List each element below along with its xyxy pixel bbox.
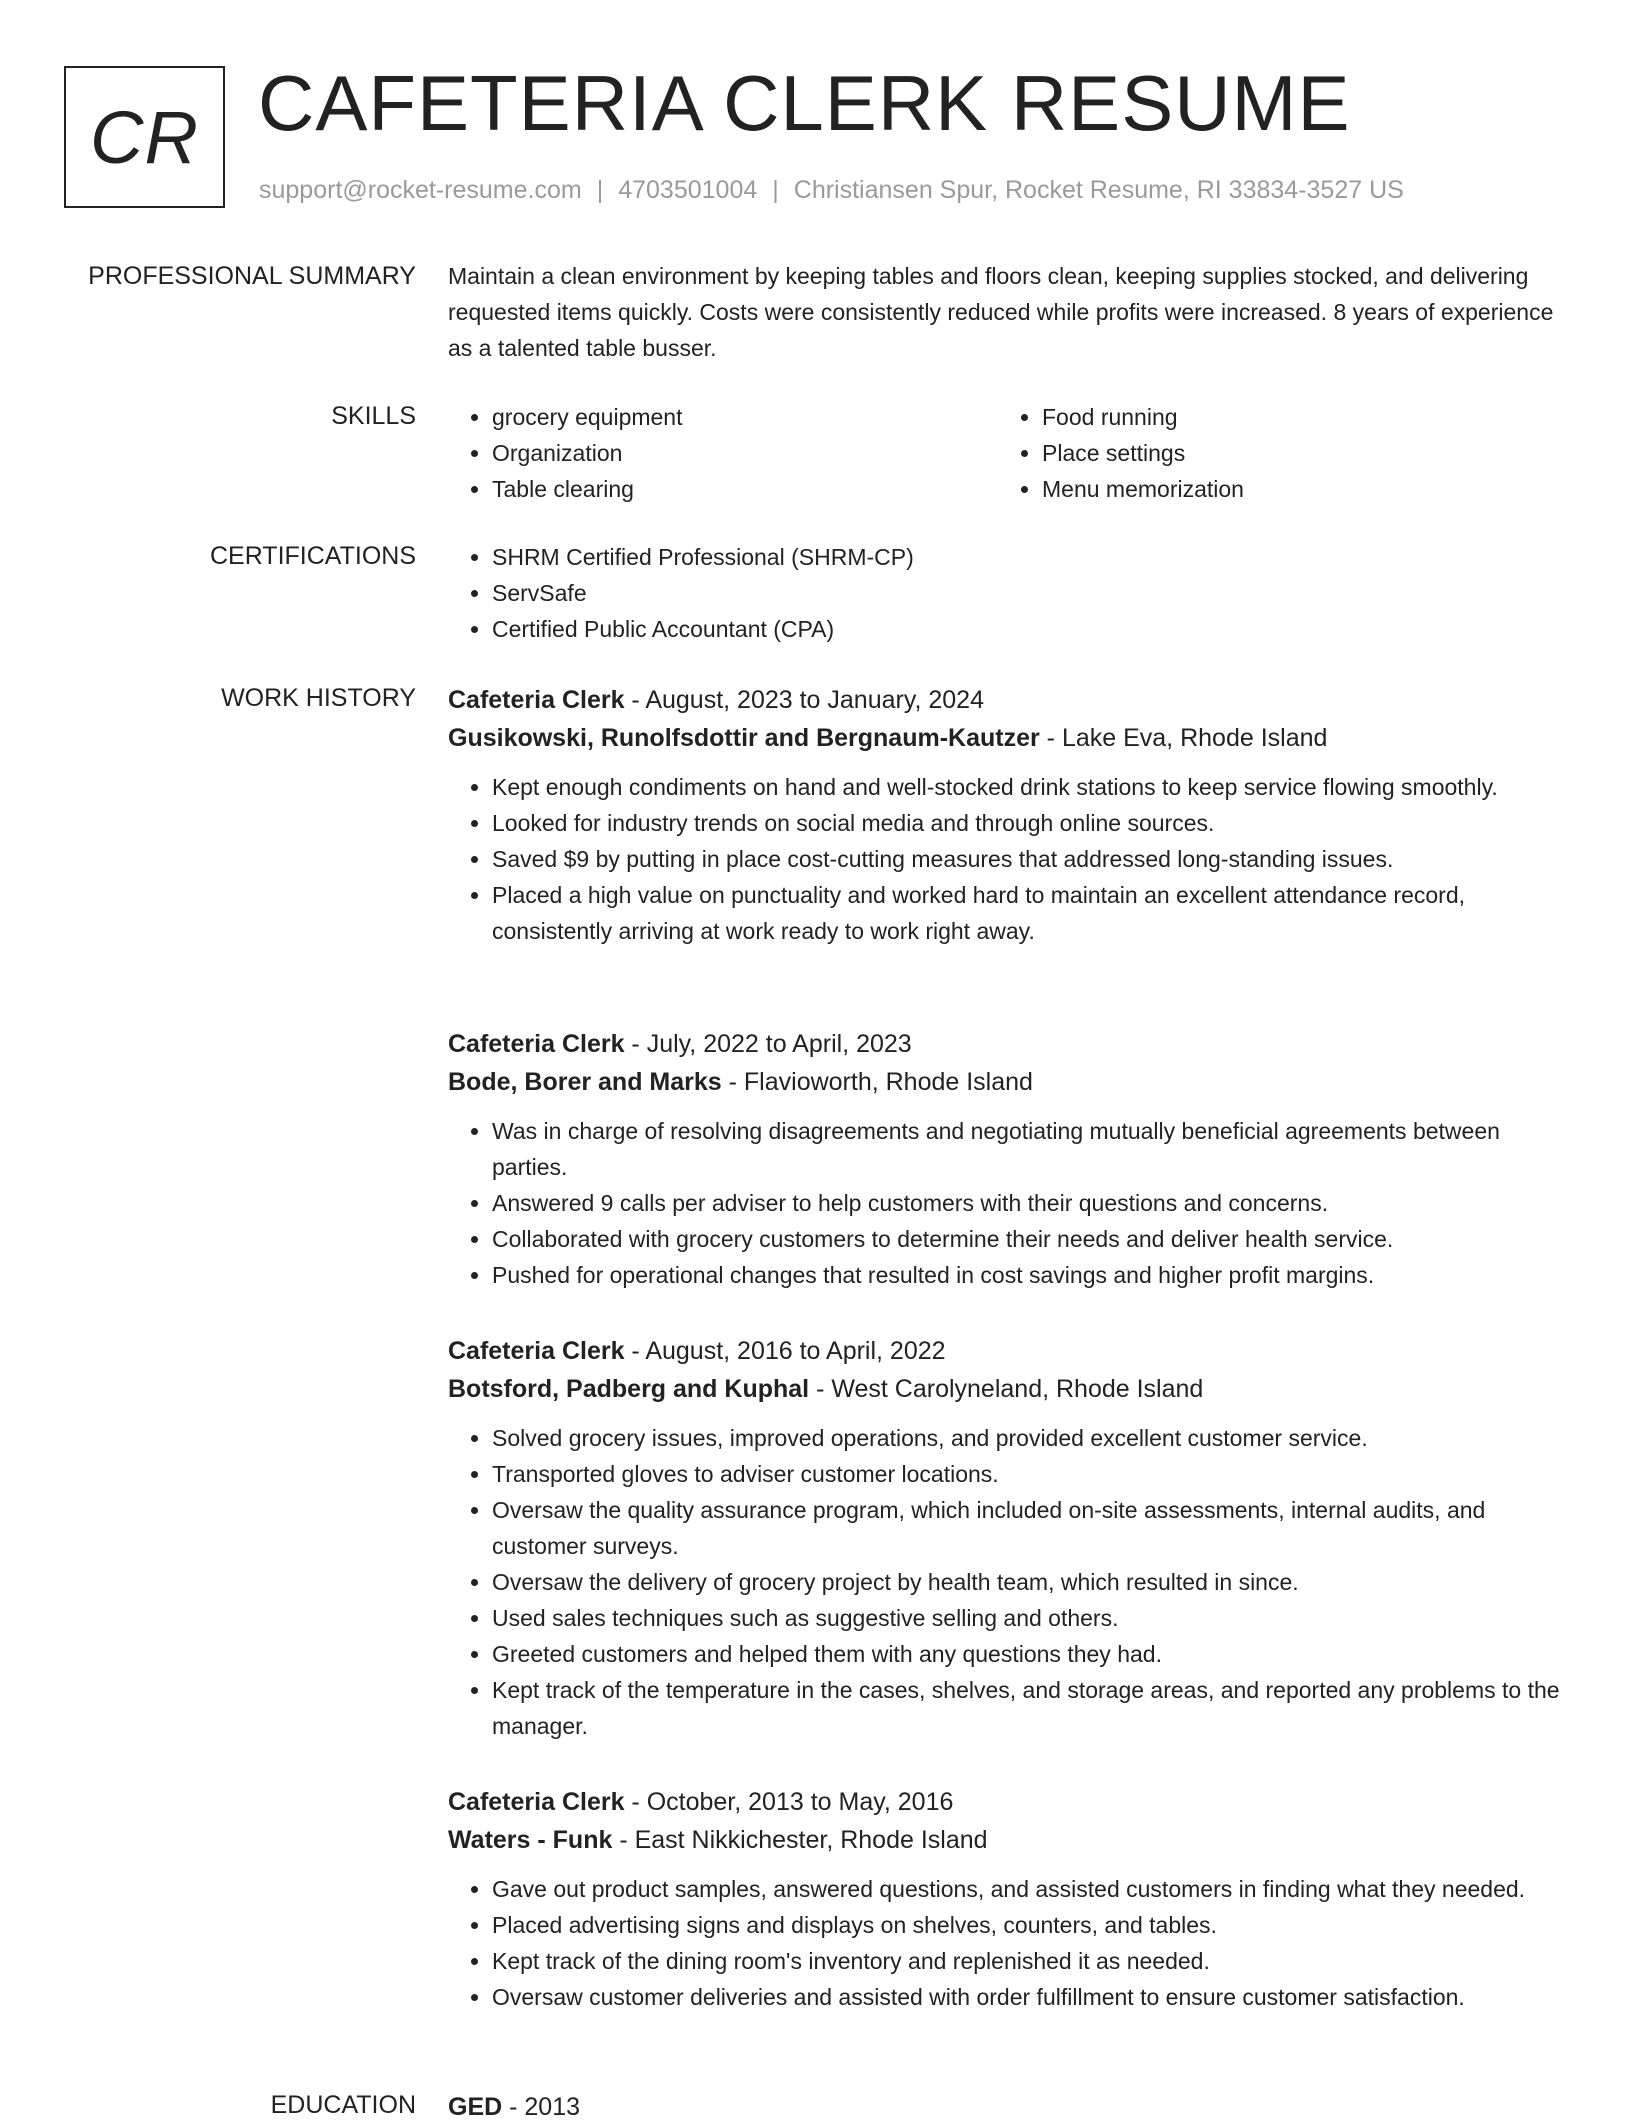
- skills-list-right: [998, 399, 1548, 507]
- skill-item: • Menu memorization: [1042, 471, 1548, 507]
- job-duty: • Placed a high value on punctuality and worked hard to maintain an excellent attendance record, consistently arriving at work ready to work right away.: [492, 877, 1572, 949]
- skill-item: • Place settings: [1042, 435, 1548, 471]
- job-duties-list: [448, 1420, 1572, 1744]
- job-duty: • Kept track of the temperature in the cases, shelves, and storage areas, and reported any problems to the manager.: [492, 1672, 1572, 1744]
- job-title: Cafeteria Clerk: [448, 1788, 625, 1816]
- job-duty: • Kept track of the dining room's inventory and replenished it as needed.: [492, 1943, 1572, 1979]
- skill-item: • Food running: [1042, 399, 1548, 435]
- job-company-line: [448, 1821, 1572, 1859]
- job-duty: • Oversaw the quality assurance program, which included on-site assessments, internal audits, and customer surveys.: [492, 1492, 1572, 1564]
- skills-list-left: [448, 399, 998, 507]
- job-company: Waters - Funk: [448, 1826, 613, 1854]
- contact-separator: |: [596, 176, 604, 204]
- job-company-line: [448, 1063, 1572, 1101]
- job-location: - Flavioworth, Rhode Island: [721, 1068, 1033, 1096]
- job-company: Bode, Borer and Marks: [448, 1068, 722, 1096]
- job-duties-list: [448, 1113, 1572, 1293]
- job-dates: - October, 2013 to May, 2016: [624, 1788, 954, 1816]
- skills-column-right: [998, 399, 1548, 507]
- job-title: Cafeteria Clerk: [448, 1337, 625, 1365]
- job-duty: • Transported gloves to adviser customer locations.: [492, 1456, 1572, 1492]
- skill-item: • Table clearing: [492, 471, 998, 507]
- education-label: EDUCATION: [270, 2091, 416, 2119]
- job-duty: • Oversaw the delivery of grocery project by health team, which resulted in since.: [492, 1564, 1572, 1600]
- job-duty: • Oversaw customer deliveries and assisted with order fulfillment to ensure customer satisfaction.: [492, 1979, 1572, 2015]
- job-duty: • Greeted customers and helped them with any questions they had.: [492, 1636, 1572, 1672]
- job-duty: • Kept enough condiments on hand and well-stocked drink stations to keep service flowing smoothly.: [492, 769, 1572, 805]
- job-title: Cafeteria Clerk: [448, 1030, 625, 1058]
- job-title-line: [448, 1332, 1572, 1370]
- contact-line: [259, 174, 1404, 206]
- job-duty: • Saved $9 by putting in place cost-cutting measures that addressed long-standing issues.: [492, 841, 1572, 877]
- job-entry: [448, 1332, 1572, 1744]
- job-location: - East Nikkichester, Rhode Island: [612, 1826, 988, 1854]
- job-duty: • Gave out product samples, answered questions, and assisted customers in finding what they needed.: [492, 1871, 1572, 1907]
- monogram-logo: CR: [64, 66, 225, 208]
- education-line: [448, 2088, 1572, 2126]
- job-dates: - August, 2023 to January, 2024: [624, 686, 984, 714]
- job-title-line: [448, 681, 1572, 719]
- education-year: - 2013: [502, 2093, 581, 2121]
- contact-address: Christiansen Spur, Rocket Resume, RI 33834-3527 US: [793, 176, 1404, 204]
- job-duty: • Answered 9 calls per adviser to help customers with their questions and concerns.: [492, 1185, 1572, 1221]
- job-dates: - August, 2016 to April, 2022: [624, 1337, 946, 1365]
- certification-item: • Certified Public Accountant (CPA): [492, 611, 1572, 647]
- job-location: - Lake Eva, Rhode Island: [1039, 724, 1328, 752]
- certifications-body: [448, 539, 1572, 647]
- summary-label: PROFESSIONAL SUMMARY: [88, 262, 416, 290]
- job-entry: [448, 1025, 1572, 1293]
- contact-email: support@rocket-resume.com: [259, 176, 582, 204]
- job-location: - West Carolyneland, Rhode Island: [809, 1375, 1204, 1403]
- job-duty: • Was in charge of resolving disagreements and negotiating mutually beneficial agreements between parties.: [492, 1113, 1572, 1185]
- skills-column-left: [448, 399, 998, 507]
- work-history-label: WORK HISTORY: [221, 684, 416, 712]
- job-company-line: [448, 719, 1572, 757]
- job-duty: • Placed advertising signs and displays on shelves, counters, and tables.: [492, 1907, 1572, 1943]
- job-company-line: [448, 1370, 1572, 1408]
- job-entry: [448, 1783, 1572, 2015]
- skill-item: • grocery equipment: [492, 399, 998, 435]
- job-duty: • Collaborated with grocery customers to determine their needs and deliver health service.: [492, 1221, 1572, 1257]
- job-duty: • Looked for industry trends on social media and through online sources.: [492, 805, 1572, 841]
- certifications-list: [448, 539, 1572, 647]
- skill-item: • Organization: [492, 435, 998, 471]
- skills-body: [448, 399, 1572, 507]
- job-duty: • Solved grocery issues, improved operations, and provided excellent customer service.: [492, 1420, 1572, 1456]
- job-duty: • Pushed for operational changes that resulted in cost savings and higher profit margins.: [492, 1257, 1572, 1293]
- certifications-label: CERTIFICATIONS: [209, 542, 416, 570]
- job-title-line: [448, 1783, 1572, 1821]
- contact-phone: 4703501004: [618, 176, 758, 204]
- job-company: Botsford, Padberg and Kuphal: [448, 1375, 810, 1403]
- job-duties-list: [448, 1871, 1572, 2015]
- skills-grid: [448, 399, 1572, 507]
- contact-separator: |: [772, 176, 779, 204]
- job-company: Gusikowski, Runolfsdottir and Bergnaum-Kautzer: [448, 724, 1040, 752]
- job-dates: - July, 2022 to April, 2023: [624, 1030, 912, 1058]
- job-duties-list: [448, 769, 1572, 949]
- job-duty: • Used sales techniques such as suggestive selling and others.: [492, 1600, 1572, 1636]
- education-degree: GED: [448, 2093, 503, 2121]
- resume-title: CAFETERIA CLERK RESUME: [258, 59, 1351, 147]
- certification-item: • ServSafe: [492, 575, 1572, 611]
- job-title: Cafeteria Clerk: [448, 686, 625, 714]
- education-body: [448, 2088, 1572, 2126]
- summary-text: Maintain a clean environment by keeping tables and floors clean, keeping supplies stocked, and delivering requested items quickly. Costs were consistently reduced while profits were increased. 8 years of experience as a talented table busser.: [448, 263, 1554, 361]
- certification-item: • SHRM Certified Professional (SHRM-CP): [492, 539, 1572, 575]
- job-title-line: [448, 1025, 1572, 1063]
- job-entry: [448, 681, 1572, 949]
- skills-label: SKILLS: [331, 402, 416, 430]
- summary-body: [448, 259, 1572, 366]
